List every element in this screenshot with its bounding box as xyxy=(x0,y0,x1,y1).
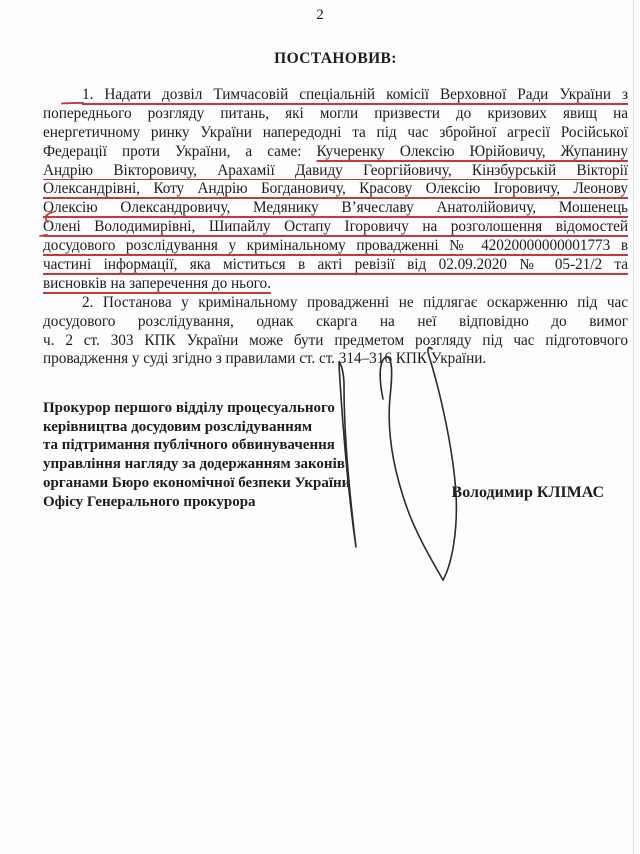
text-line xyxy=(43,237,628,256)
red-underlined-text: Андрію Вікторовичу, Арахамії Давиду Георгійовичу, Кінзбурській Вікторії xyxy=(43,161,628,179)
text-segment: Федерації проти України, а саме: xyxy=(43,142,317,160)
signer-name: Володимир КЛІМАС xyxy=(451,484,604,501)
text-line xyxy=(43,256,628,275)
red-underlined-text: Кучеренку Олексію Юрійовичу, Жупанину xyxy=(316,142,628,160)
signer-title-line: управління нагляду за додержанням законів xyxy=(43,456,345,473)
text-segment: 2. Постанова у кримінальному провадженні не підлягає оскарженню під час xyxy=(82,293,628,311)
signer-title-line: органами Бюро економічної безпеки України xyxy=(43,474,351,491)
document-body xyxy=(43,86,628,369)
text-segment: попереднього розгляду питань, які могли призвести до кризових явищ на xyxy=(43,104,628,122)
text-segment: енергетичному ринку України напередодні та під час збройної агресії Російської xyxy=(43,123,628,141)
resolution-heading: ПОСТАНОВИВ: xyxy=(274,50,397,67)
text-line xyxy=(43,162,628,181)
page-number: 2 xyxy=(316,7,324,23)
red-underlined-text: Олександрівні, Коту Андрію Богдановичу, Красову Олексію Ігоровичу, Леонову xyxy=(43,180,628,198)
red-underlined-text: висновків на заперечення до нього. xyxy=(43,274,271,292)
text-line xyxy=(43,332,628,351)
text-line xyxy=(43,218,628,237)
text-segment: досудового розслідування, однак скарга на неї відповідно до вимог xyxy=(43,312,628,330)
red-underlined-text: Олексію Олександровичу, Медянику В’ячеславу Анатолійовичу, Мошенець xyxy=(43,199,628,217)
text-line xyxy=(43,199,628,218)
signer-title-line: Прокурор першого відділу процесуального xyxy=(43,400,335,416)
text-line xyxy=(43,313,628,332)
signer-title-block xyxy=(43,399,383,511)
signer-title-line: керівництва досудовим розслідуванням xyxy=(43,418,313,435)
scan-edge-line xyxy=(633,0,634,854)
text-line xyxy=(43,294,628,313)
signer-title-line: та підтримання публічного обвинувачення xyxy=(43,437,335,454)
text-segment: ч. 2 ст. 303 КПК України може бути предметом розгляду під час підготовчого xyxy=(43,331,628,349)
red-underlined-text: Олені Володимирівні, Шипайлу Остапу Ігоровичу на розголошення відомостей xyxy=(43,218,628,236)
text-line xyxy=(43,143,628,162)
signer-title-line: Офісу Генерального прокурора xyxy=(43,493,256,510)
text-line xyxy=(43,275,628,294)
text-line xyxy=(43,86,628,105)
red-underlined-text: частині інформації, яка міститься в акті ревізії від 02.09.2020 № 05-21/2 та xyxy=(43,256,628,274)
red-underlined-text: досудового розслідування у кримінальному провадженні № 42020000000001773 в xyxy=(43,237,628,255)
text-line xyxy=(43,180,628,199)
text-line xyxy=(43,350,628,369)
red-underlined-text: 1. Надати дозвіл Тимчасовій спеціальній комісії Верховної Ради України з xyxy=(82,86,628,103)
text-line xyxy=(43,124,628,143)
text-segment: провадження у суді згідно з правилами ст. ст. 314–316 КПК України. xyxy=(43,350,487,368)
text-line xyxy=(43,105,628,124)
